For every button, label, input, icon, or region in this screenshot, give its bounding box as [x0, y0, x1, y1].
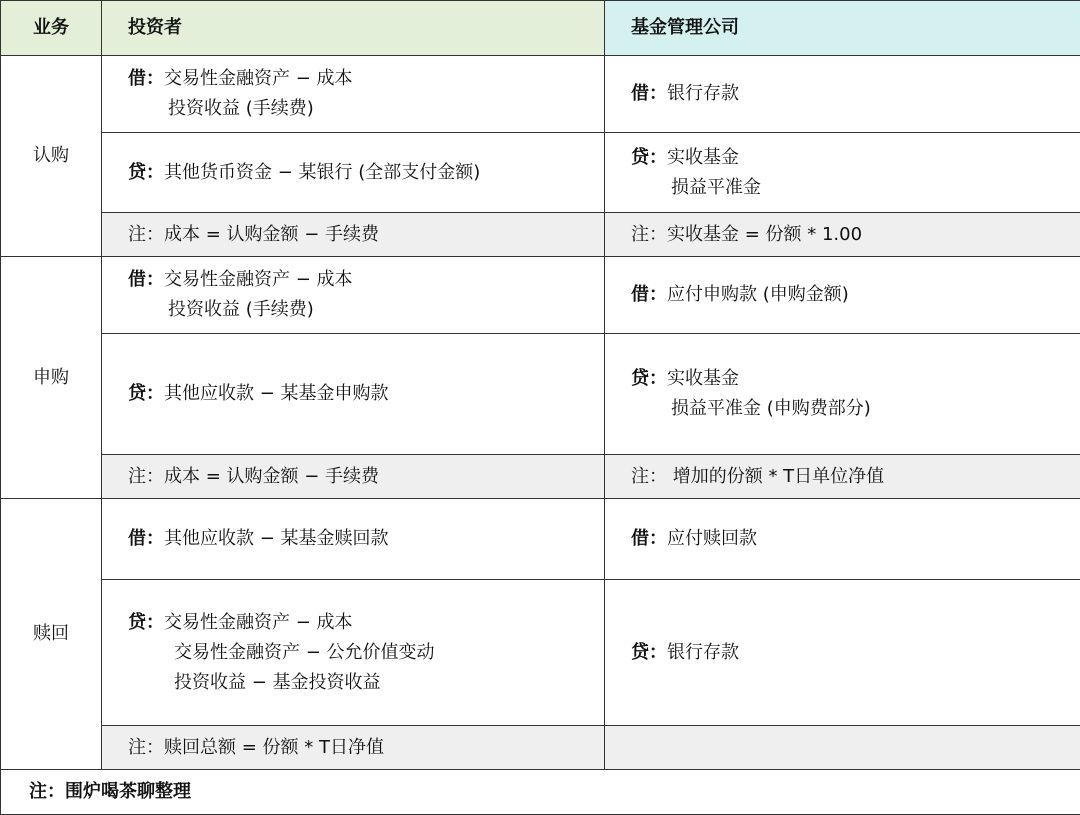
header-row [1, 1, 1080, 56]
debit-prefix: 借： [128, 528, 164, 549]
redeem-note-row [1, 726, 1080, 770]
subscribe-debit-row [1, 56, 1080, 133]
debit-prefix: 借： [128, 68, 164, 89]
purchase-investor-note [102, 455, 605, 499]
credit-prefix: 贷： [631, 642, 667, 663]
credit-prefix: 贷： [128, 162, 164, 183]
purchase-investor-credit [102, 334, 605, 455]
note-prefix: 注： [631, 466, 667, 487]
entry-text: 应付申购款 (申购金额) [667, 284, 849, 305]
debit-prefix: 借： [631, 83, 667, 104]
footer-row [1, 770, 1080, 815]
note-text: 成本 = 认购金额 − 手续费 [164, 224, 379, 245]
entry-text: 投资收益 (手续费) [128, 295, 604, 325]
redeem-fund-note-empty [605, 726, 1080, 770]
note-prefix: 注： [631, 224, 667, 245]
note-text: 实收基金 = 份额 * 1.00 [667, 224, 862, 245]
subscribe-investor-credit [102, 133, 605, 213]
entry-text: 交易性金融资产 − 成本 [164, 269, 353, 290]
note-prefix: 注： [128, 466, 164, 487]
note-prefix: 注： [128, 737, 164, 758]
note-text: 增加的份额 * T日单位净值 [667, 466, 884, 487]
subscribe-investor-note [102, 213, 605, 257]
header-business: 业务 [1, 1, 102, 56]
credit-prefix: 贷： [631, 368, 667, 389]
redeem-fund-credit [605, 580, 1080, 726]
business-label-subscribe: 认购 [1, 56, 102, 257]
redeem-debit-row [1, 499, 1080, 580]
entry-text: 交易性金融资产 − 公允价值变动 [128, 638, 604, 668]
purchase-note-row [1, 455, 1080, 499]
credit-prefix: 贷： [128, 383, 164, 404]
entry-text: 应付赎回款 [667, 528, 757, 549]
entry-text: 实收基金 [667, 147, 739, 168]
redeem-investor-debit [102, 499, 605, 580]
entry-text: 交易性金融资产 − 成本 [164, 68, 353, 89]
entry-text: 其他应收款 − 某基金申购款 [164, 383, 389, 404]
note-text: 成本 = 认购金额 − 手续费 [164, 466, 379, 487]
subscribe-fund-credit [605, 133, 1080, 213]
redeem-investor-credit [102, 580, 605, 726]
redeem-credit-row [1, 580, 1080, 726]
business-label-redeem: 赎回 [1, 499, 102, 770]
entry-text: 投资收益 (手续费) [128, 94, 604, 124]
entry-text: 其他货币资金 − 某银行 (全部支付金额) [164, 162, 480, 183]
entry-text: 其他应收款 − 某基金赎回款 [164, 528, 389, 549]
purchase-debit-row [1, 257, 1080, 334]
entry-text: 交易性金融资产 − 成本 [164, 612, 353, 633]
header-investor: 投资者 [102, 1, 605, 56]
purchase-credit-row [1, 334, 1080, 455]
redeem-fund-debit [605, 499, 1080, 580]
debit-prefix: 借： [631, 284, 667, 305]
credit-prefix: 贷： [128, 612, 164, 633]
credit-prefix: 贷： [631, 147, 667, 168]
debit-prefix: 借： [128, 269, 164, 290]
entry-text: 投资收益 − 基金投资收益 [128, 668, 604, 698]
note-prefix: 注： [128, 224, 164, 245]
purchase-investor-debit [102, 257, 605, 334]
subscribe-investor-debit [102, 56, 605, 133]
note-text: 赎回总额 = 份额 * T日净值 [164, 737, 384, 758]
subscribe-fund-note [605, 213, 1080, 257]
subscribe-note-row [1, 213, 1080, 257]
redeem-investor-note [102, 726, 605, 770]
entry-text: 实收基金 [667, 368, 739, 389]
entry-text: 损益平准金 (申购费部分) [631, 394, 1080, 424]
subscribe-credit-row [1, 133, 1080, 213]
purchase-fund-note [605, 455, 1080, 499]
entry-text: 银行存款 [667, 642, 739, 663]
business-label-purchase: 申购 [1, 257, 102, 499]
purchase-fund-credit [605, 334, 1080, 455]
header-fund-company: 基金管理公司 [605, 1, 1080, 56]
entry-text: 损益平准金 [631, 173, 1080, 203]
subscribe-fund-debit [605, 56, 1080, 133]
purchase-fund-debit [605, 257, 1080, 334]
entry-text: 银行存款 [667, 83, 739, 104]
debit-prefix: 借： [631, 528, 667, 549]
footer-note: 注：围炉喝茶聊整理 [1, 770, 1080, 815]
